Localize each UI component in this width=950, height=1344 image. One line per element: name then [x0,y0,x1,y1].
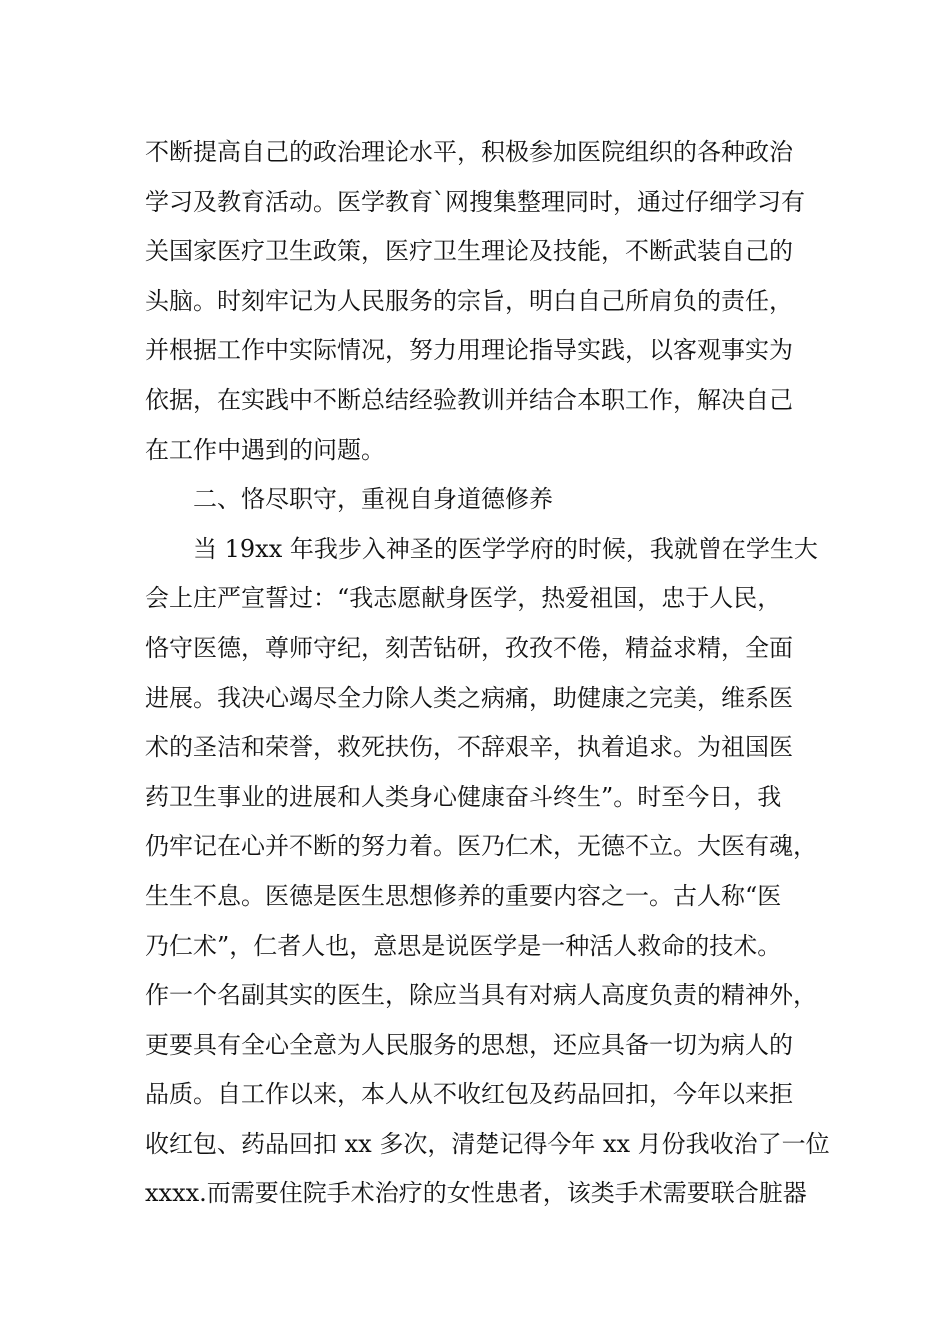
text-line: 品质。自工作以来，本人从不收红包及药品回扣，今年以来拒 [145,1080,793,1109]
text-line: 关国家医疗卫生政策，医疗卫生理论及技能，不断武装自己的 [145,237,793,266]
text-line: 收红包、药品回扣 xx 多次，清楚记得今年 xx 月份我收治了一位 [145,1129,830,1158]
section-heading: 二、恪尽职守，重视自身道德修养 [193,485,553,514]
text-line: 依据，在实践中不断总结经验教训并结合本职工作，解决自己 [145,385,793,414]
text-line: 头脑。时刻牢记为人民服务的宗旨，明白自己所肩负的责任， [145,286,793,315]
text-line: 在工作中遇到的问题。 [145,435,385,464]
text-line: 作一个名副其实的医生，除应当具有对病人高度负责的精神外， [145,981,817,1010]
text-line: 乃仁术”，仁者人也，意思是说医学是一种活人救命的技术。 [145,931,782,960]
text-line: 药卫生事业的进展和人类身心健康奋斗终生”。时至今日，我 [145,782,782,811]
text-line: 生生不息。医德是医生思想修养的重要内容之一。古人称“医 [145,881,782,910]
text-line: 仍牢记在心并不断的努力着。医乃仁术，无德不立。大医有魂， [145,832,817,861]
text-line: 不断提高自己的政治理论水平，积极参加医院组织的各种政治 [145,138,793,166]
text-line: 进展。我决心竭尽全力除人类之病痛，助健康之完美，维系医 [145,683,793,712]
text-line: 恪守医德，尊师守纪，刻苦钻研，孜孜不倦，精益求精，全面 [145,633,793,662]
text-line: 术的圣洁和荣誉，救死扶伤，不辞艰辛，执着追求。为祖国医 [145,733,793,762]
text-line: 会上庄严宣誓过：“我志愿献身医学，热爱祖国，忠于人民， [145,584,782,613]
text-line: 更要具有全心全意为人民服务的思想，还应具备一切为病人的 [145,1030,793,1059]
text-line: xxxx.而需要住院手术治疗的女性患者，该类手术需要联合脏器 [145,1179,807,1208]
document-body [145,128,835,1219]
text-line: 学习及教育活动。医学教育`网搜集整理同时，通过仔细学习有 [145,187,805,216]
text-line: 当 19xx 年我步入神圣的医学学府的时候，我就曾在学生大 [193,534,818,563]
text-line: 并根据工作中实际情况，努力用理论指导实践，以客观事实为 [145,336,793,365]
